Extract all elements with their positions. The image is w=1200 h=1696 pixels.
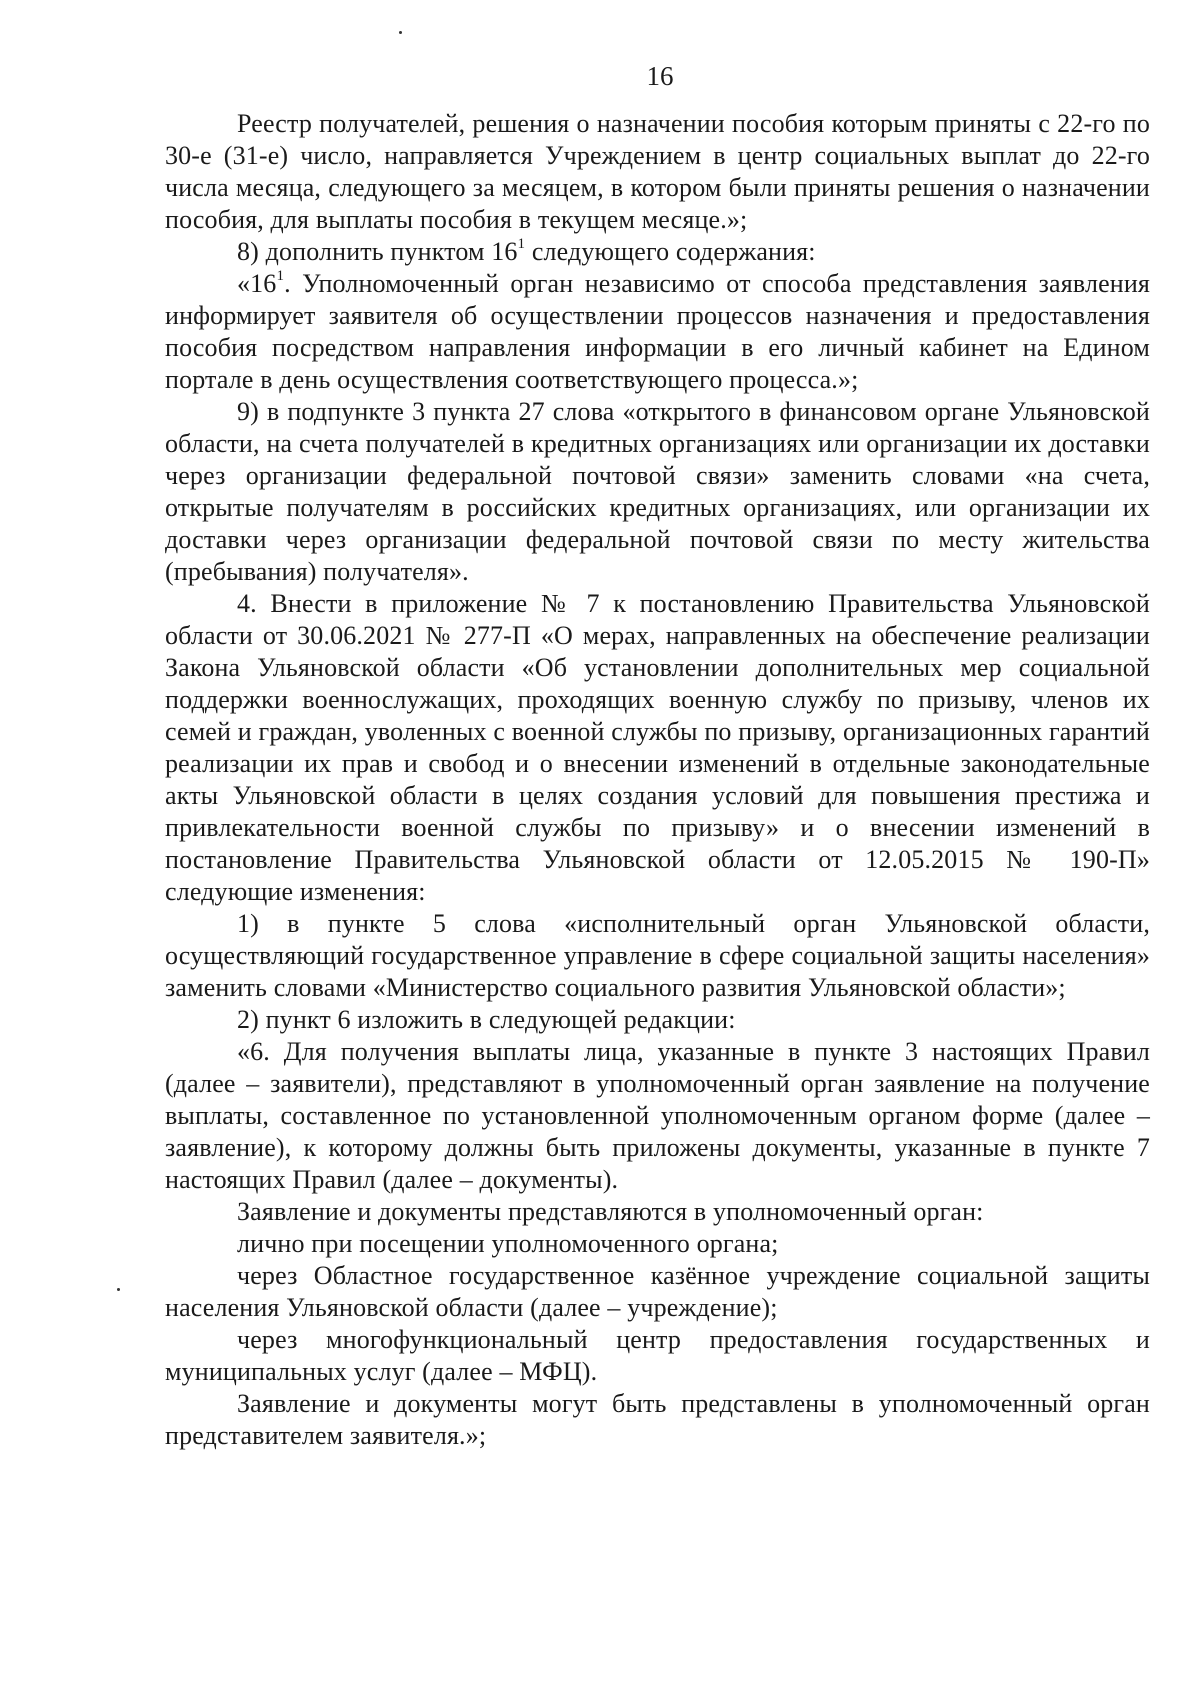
scan-dot-left <box>117 1288 120 1291</box>
document-body <box>165 108 1150 1452</box>
paragraph-submission-ways <box>165 1196 1150 1228</box>
paragraph-point-16-1 <box>165 268 1150 396</box>
paragraph-representative <box>165 1388 1150 1452</box>
paragraph-via-institution <box>165 1260 1150 1324</box>
paragraph-registry <box>165 108 1150 236</box>
superscript: 1 <box>276 268 285 285</box>
paragraph-item-9 <box>165 396 1150 588</box>
paragraph-text: следующего содержания: <box>525 237 816 266</box>
paragraph-text: через Областное государственное казённое учреждение социальной защиты населения Ульяновской области (далее – учреждение); <box>165 1261 1150 1322</box>
paragraph-text: «6. Для получения выплаты лица, указанные в пункте 3 настоящих Правил (далее – заявители), представляют в уполномоченный орган заявление на получение выплаты, составленное по установленной уполномоченным органом форме (далее – заявление), к которому должны быть приложены документы, указанные в пункте 7 настоящих Правил (далее – документы). <box>165 1037 1150 1194</box>
paragraph-text: 9) в подпункте 3 пункта 27 слова «открытого в финансовом органе Ульяновской области, на счета получателей в кредитных организациях или организации их доставки через организации федеральной почтовой связи» заменить словами «на счета, открытые получателям в российских кредитных организациях, или организации их доставки через организации федеральной почтовой связи по месту жительства (пребывания) получателя». <box>165 397 1150 586</box>
paragraph-via-mfc <box>165 1324 1150 1388</box>
paragraph-text: лично при посещении уполномоченного органа; <box>237 1229 779 1258</box>
paragraph-in-person <box>165 1228 1150 1260</box>
paragraph-text: через многофункциональный центр предоставления государственных и муниципальных услуг (далее – МФЦ). <box>165 1325 1150 1386</box>
paragraph-text: Заявление и документы могут быть представлены в уполномоченный орган представителем заявителя.»; <box>165 1389 1150 1450</box>
paragraph-section-4 <box>165 588 1150 908</box>
paragraph-text: Заявление и документы представляются в уполномоченный орган: <box>237 1197 984 1226</box>
paragraph-item-8 <box>165 236 1150 268</box>
superscript: 1 <box>517 236 526 253</box>
scan-dot-top <box>399 31 402 34</box>
page-number: 16 <box>646 61 674 91</box>
paragraph-text: «16 <box>237 269 277 298</box>
paragraph-text: . Уполномоченный орган независимо от способа представления заявления информирует заявителя об осуществлении процессов назначения и предоставления пособия посредством направления информации в его личный кабинет на Едином портале в день осуществления соответствующего процесса.»; <box>165 269 1150 394</box>
paragraph-text: 1) в пункте 5 слова «исполнительный орган Ульяновской области, осуществляющий государственное управление в сфере социальной защиты населения» заменить словами «Министерство социального развития Ульяновской области»; <box>165 909 1150 1002</box>
paragraph-text: 8) дополнить пунктом 16 <box>237 237 518 266</box>
paragraph-text: 4. Внести в приложение № 7 к постановлению Правительства Ульяновской области от 30.06.2021 № 277-П «О мерах, направленных на обеспечение реализации Закона Ульяновской области «Об установлении дополнительных мер социальной поддержки военнослужащих, проходящих военную службу по призыву, членов их семей и граждан, уволенных с военной службы по призыву, организационных гарантий реализации их прав и свобод и о внесении изменений в отдельные законодательные акты Ульяновской области в целях создания условий для повышения престижа и привлекательности военной службы по призыву» и о внесении изменений в постановление Правительства Ульяновской области от 12.05.2015 № 190-П» следующие изменения: <box>165 589 1150 906</box>
paragraph-subitem-1 <box>165 908 1150 1004</box>
paragraph-point-6 <box>165 1036 1150 1196</box>
paragraph-text: 2) пункт 6 изложить в следующей редакции: <box>237 1005 736 1034</box>
paragraph-text: Реестр получателей, решения о назначении пособия которым приняты с 22-го по 30-е (31-е) число, направляется Учреждением в центр социальных выплат до 22-го числа месяца, следующего за месяцем, в котором были приняты решения о назначении пособия, для выплаты пособия в текущем месяце.»; <box>165 109 1150 234</box>
paragraph-subitem-2 <box>165 1004 1150 1036</box>
